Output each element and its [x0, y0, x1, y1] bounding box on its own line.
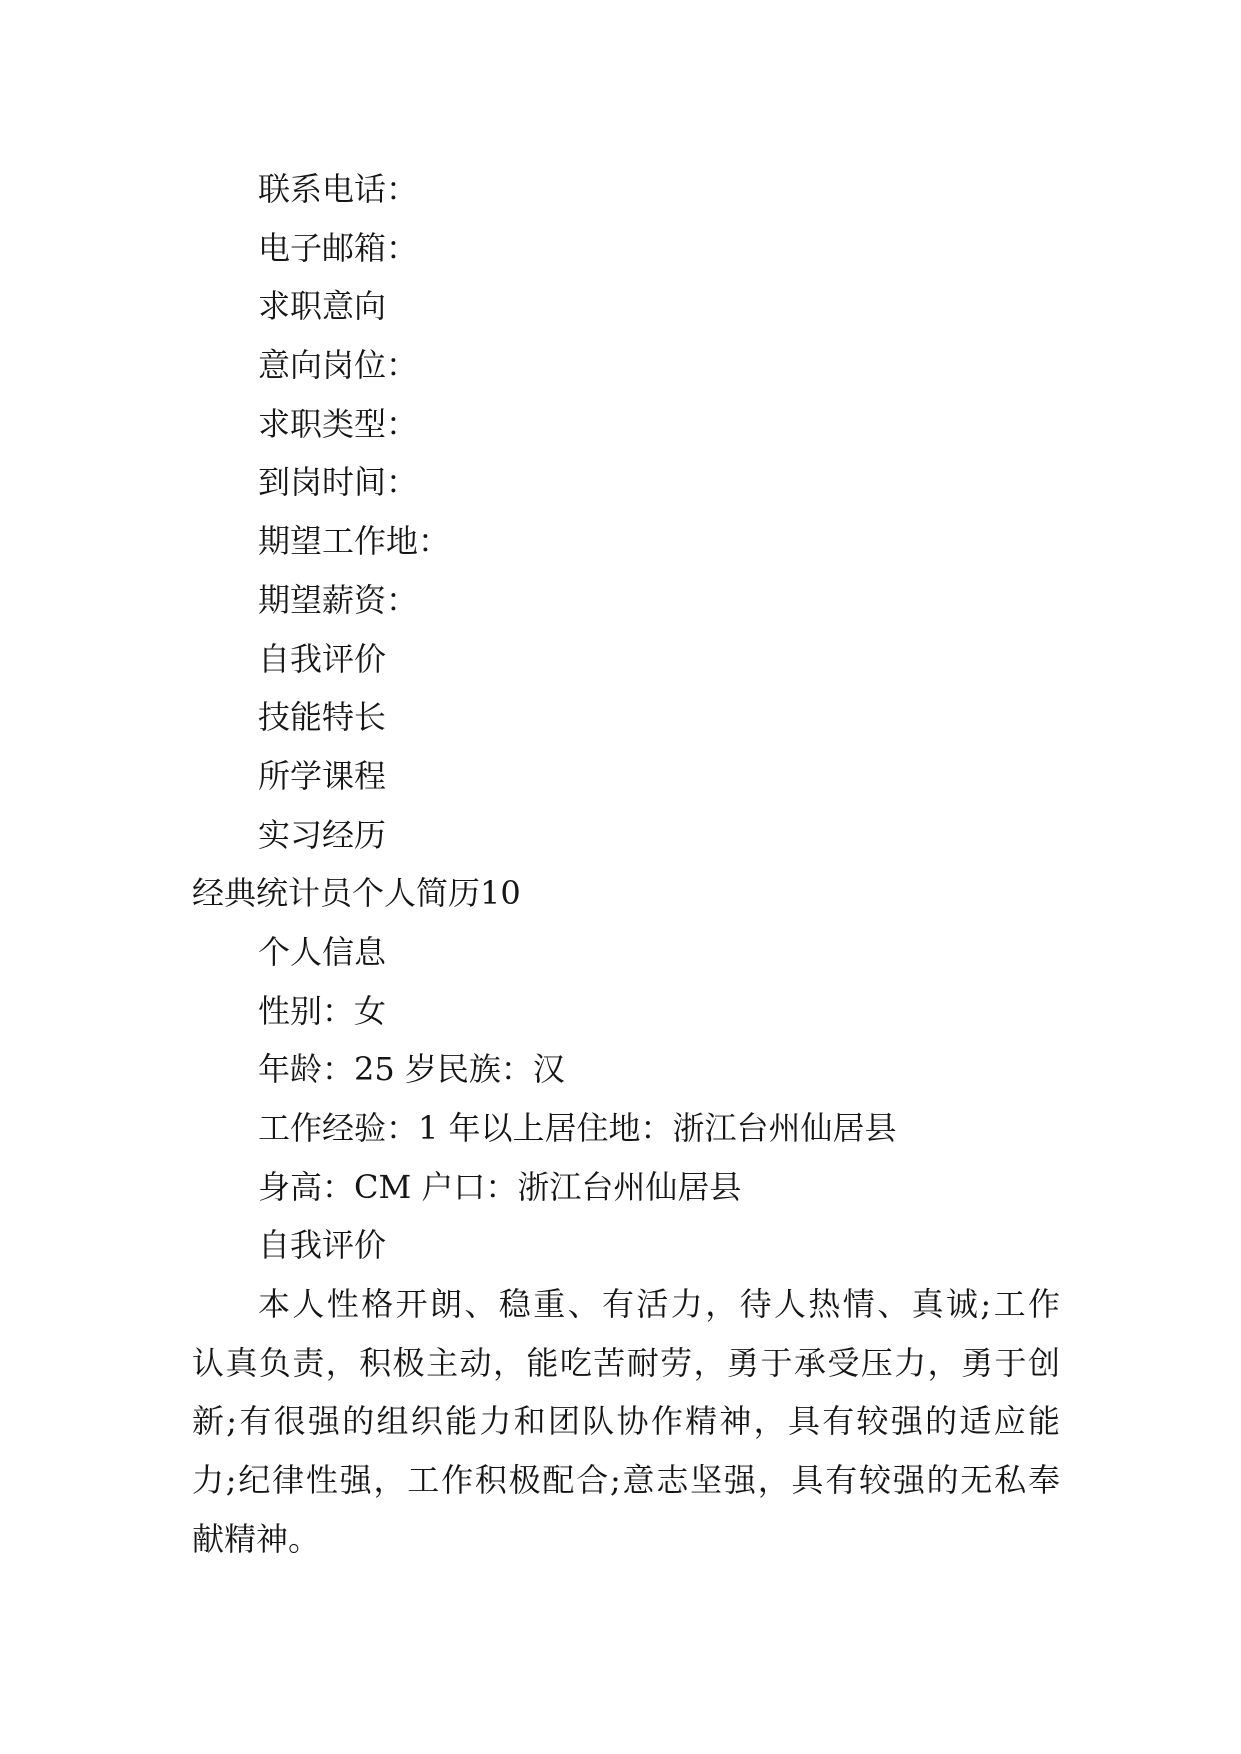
height-hukou-field: 身高：CM 户口：浙江台州仙居县 — [258, 1167, 742, 1206]
work-location-label: 期望工作地： — [258, 522, 451, 561]
paragraph-line: 本人性格开朗、稳重、有活力，待人热情、真诚;工作 — [258, 1285, 1060, 1324]
position-label: 意向岗位： — [258, 346, 419, 385]
paragraph-line: 认真负责，积极主动，能吃苦耐劳，勇于承受压力，勇于创 — [192, 1343, 1060, 1382]
phone-label: 联系电话： — [258, 170, 419, 208]
paragraph-line: 力;纪律性强，工作积极配合;意志坚强，具有较强的无私奉 — [192, 1461, 1060, 1500]
self-evaluation-paragraph — [192, 1275, 1060, 1568]
experience-residence-field: 工作经验：1 年以上居住地：浙江台州仙居县 — [258, 1109, 897, 1147]
self-evaluation-section-heading: 自我评价 — [258, 639, 387, 678]
email-label: 电子邮箱： — [258, 228, 419, 267]
courses-section-heading: 所学课程 — [258, 756, 387, 795]
age-ethnicity-field: 年龄：25 岁民族：汉 — [258, 1050, 565, 1089]
internship-section-heading: 实习经历 — [258, 815, 387, 854]
paragraph-line: 新;有很强的组织能力和团队协作精神，具有较强的适应能 — [192, 1402, 1060, 1441]
document-body — [192, 160, 1060, 1569]
resume-title: 经典统计员个人简历10 — [192, 874, 521, 913]
job-intention-heading: 求职意向 — [258, 287, 387, 326]
start-time-label: 到岗时间： — [258, 463, 419, 502]
gender-field: 性别：女 — [258, 991, 387, 1030]
paragraph-line: 献精神。 — [192, 1519, 321, 1558]
job-type-label: 求职类型： — [258, 404, 419, 443]
personal-info-heading: 个人信息 — [258, 932, 387, 971]
salary-label: 期望薪资： — [258, 580, 419, 619]
skills-section-heading: 技能特长 — [258, 698, 387, 737]
self-evaluation-heading: 自我评价 — [258, 1226, 387, 1265]
